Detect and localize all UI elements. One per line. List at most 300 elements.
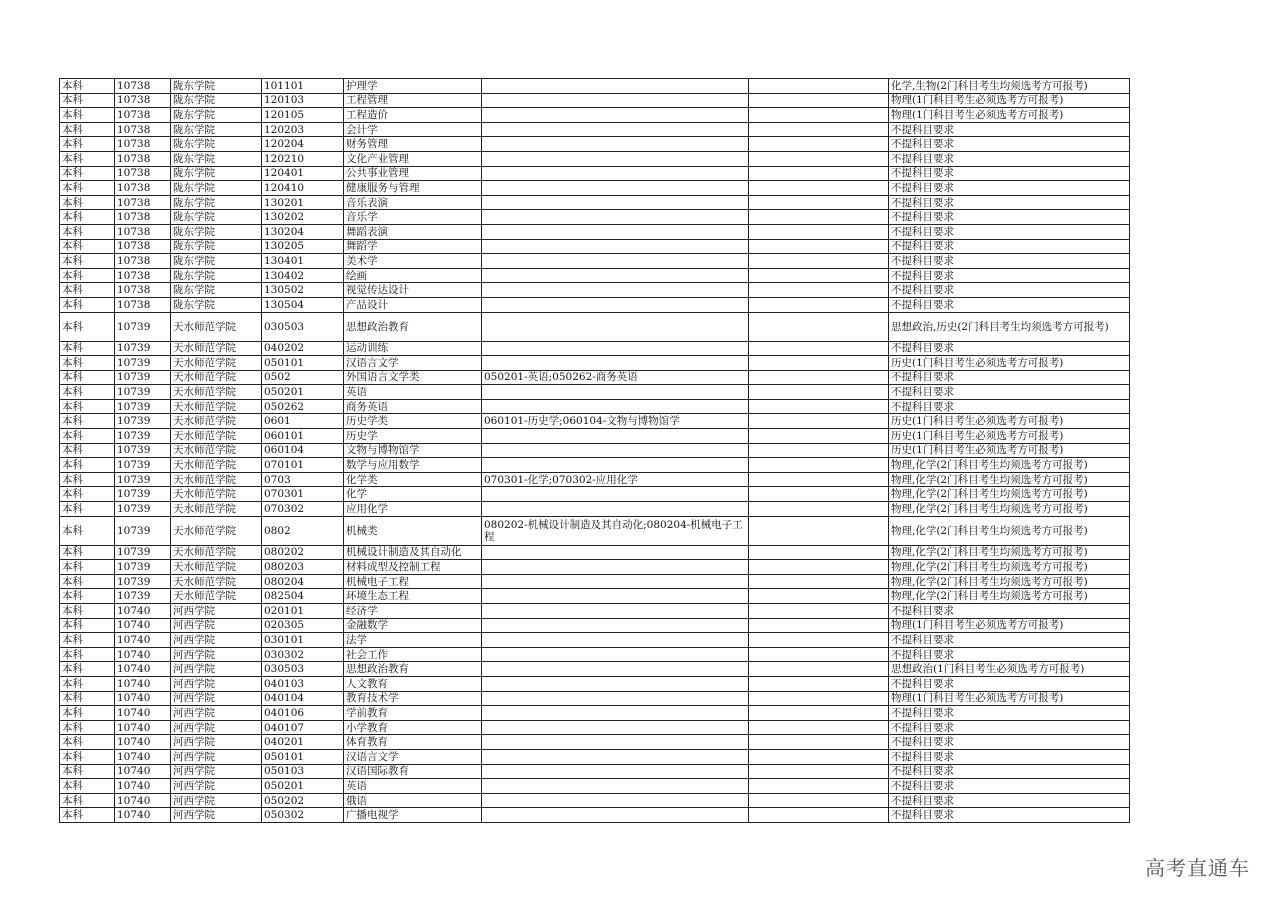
included-majors-cell — [482, 545, 749, 560]
subject-requirement-cell: 物理,化学(2门科目考生均须选考方可报考) — [889, 560, 1130, 575]
major-code-cell: 0601 — [262, 414, 344, 429]
school-name-cell: 天水师范学院 — [171, 560, 262, 575]
major-code-cell: 040104 — [262, 691, 344, 706]
school-code-cell: 10738 — [115, 283, 171, 298]
included-majors-cell — [482, 604, 749, 619]
blank-cell — [749, 574, 889, 589]
included-majors-cell — [482, 239, 749, 254]
school-code-cell: 10740 — [115, 749, 171, 764]
included-majors-cell — [482, 224, 749, 239]
table-row — [60, 720, 1130, 735]
school-code-cell: 10740 — [115, 735, 171, 750]
blank-cell — [749, 487, 889, 502]
watermark-text: 高考直通车 — [1145, 856, 1250, 880]
major-code-cell: 130402 — [262, 268, 344, 283]
major-code-cell: 030101 — [262, 633, 344, 648]
subject-requirement-cell: 物理(1门科目考生必须选考方可报考) — [889, 618, 1130, 633]
school-code-cell: 10738 — [115, 166, 171, 181]
major-code-cell: 030503 — [262, 312, 344, 341]
major-name-cell: 公共事业管理 — [344, 166, 482, 181]
subject-requirement-cell: 历史(1门科目考生必须选考方可报考) — [889, 443, 1130, 458]
school-name-cell: 天水师范学院 — [171, 356, 262, 371]
school-name-cell: 河西学院 — [171, 793, 262, 808]
table-row — [60, 151, 1130, 166]
blank-cell — [749, 793, 889, 808]
school-code-cell: 10739 — [115, 487, 171, 502]
major-name-cell: 文物与博物馆学 — [344, 443, 482, 458]
included-majors-cell — [482, 706, 749, 721]
subject-requirement-cell: 物理,化学(2门科目考生均须选考方可报考) — [889, 516, 1130, 545]
school-code-cell: 10738 — [115, 122, 171, 137]
school-name-cell: 陇东学院 — [171, 93, 262, 108]
blank-cell — [749, 618, 889, 633]
major-name-cell: 运动训练 — [344, 341, 482, 356]
subject-requirement-cell: 不提科目要求 — [889, 764, 1130, 779]
major-code-cell: 030503 — [262, 662, 344, 677]
subject-requirement-cell: 不提科目要求 — [889, 239, 1130, 254]
level-cell: 本科 — [60, 662, 115, 677]
blank-cell — [749, 297, 889, 312]
major-name-cell: 英语 — [344, 779, 482, 794]
school-name-cell: 河西学院 — [171, 706, 262, 721]
level-cell: 本科 — [60, 764, 115, 779]
school-code-cell: 10739 — [115, 516, 171, 545]
included-majors-cell — [482, 793, 749, 808]
level-cell: 本科 — [60, 574, 115, 589]
table-row — [60, 560, 1130, 575]
school-name-cell: 天水师范学院 — [171, 502, 262, 517]
level-cell: 本科 — [60, 589, 115, 604]
table-row — [60, 93, 1130, 108]
subject-requirement-cell: 不提科目要求 — [889, 399, 1130, 414]
major-code-cell: 040107 — [262, 720, 344, 735]
included-majors-cell — [482, 385, 749, 400]
table-row — [60, 443, 1130, 458]
school-name-cell: 天水师范学院 — [171, 341, 262, 356]
major-name-cell: 体育教育 — [344, 735, 482, 750]
major-code-cell: 050101 — [262, 749, 344, 764]
table-row — [60, 472, 1130, 487]
table-row — [60, 297, 1130, 312]
subject-requirement-cell: 历史(1门科目考生必须选考方可报考) — [889, 429, 1130, 444]
subject-requirement-cell: 不提科目要求 — [889, 720, 1130, 735]
level-cell: 本科 — [60, 749, 115, 764]
major-name-cell: 学前教育 — [344, 706, 482, 721]
major-code-cell: 050262 — [262, 399, 344, 414]
level-cell: 本科 — [60, 79, 115, 94]
blank-cell — [749, 604, 889, 619]
table-row — [60, 181, 1130, 196]
blank-cell — [749, 429, 889, 444]
blank-cell — [749, 399, 889, 414]
table-row — [60, 283, 1130, 298]
major-code-cell: 020101 — [262, 604, 344, 619]
included-majors-cell — [482, 122, 749, 137]
major-code-cell: 070301 — [262, 487, 344, 502]
major-name-cell: 人文教育 — [344, 676, 482, 691]
subject-requirement-cell: 历史(1门科目考生必须选考方可报考) — [889, 414, 1130, 429]
included-majors-cell — [482, 633, 749, 648]
major-code-cell: 101101 — [262, 79, 344, 94]
table-row — [60, 341, 1130, 356]
school-code-cell: 10739 — [115, 399, 171, 414]
school-code-cell: 10739 — [115, 312, 171, 341]
school-code-cell: 10740 — [115, 647, 171, 662]
included-majors-cell — [482, 181, 749, 196]
subject-requirement-cell: 物理(1门科目考生必须选考方可报考) — [889, 691, 1130, 706]
included-majors-cell — [482, 443, 749, 458]
subject-requirement-cell: 不提科目要求 — [889, 224, 1130, 239]
major-name-cell: 小学教育 — [344, 720, 482, 735]
subject-requirement-cell: 不提科目要求 — [889, 370, 1130, 385]
level-cell: 本科 — [60, 151, 115, 166]
major-code-cell: 120401 — [262, 166, 344, 181]
level-cell: 本科 — [60, 545, 115, 560]
major-code-cell: 030302 — [262, 647, 344, 662]
table-row — [60, 166, 1130, 181]
table-row — [60, 808, 1130, 823]
major-name-cell: 化学 — [344, 487, 482, 502]
major-name-cell: 历史学类 — [344, 414, 482, 429]
level-cell: 本科 — [60, 516, 115, 545]
major-name-cell: 汉语言文学 — [344, 749, 482, 764]
included-majors-cell — [482, 720, 749, 735]
school-name-cell: 天水师范学院 — [171, 487, 262, 502]
subject-requirement-cell: 物理,化学(2门科目考生均须选考方可报考) — [889, 487, 1130, 502]
subject-requirement-cell: 物理,化学(2门科目考生均须选考方可报考) — [889, 502, 1130, 517]
major-name-cell: 法学 — [344, 633, 482, 648]
subject-requirement-cell: 思想政治(1门科目考生必须选考方可报考) — [889, 662, 1130, 677]
major-code-cell: 130202 — [262, 210, 344, 225]
major-name-cell: 产品设计 — [344, 297, 482, 312]
major-code-cell: 080204 — [262, 574, 344, 589]
blank-cell — [749, 720, 889, 735]
school-code-cell: 10738 — [115, 151, 171, 166]
school-name-cell: 天水师范学院 — [171, 312, 262, 341]
subject-requirement-cell: 物理,化学(2门科目考生均须选考方可报考) — [889, 458, 1130, 473]
level-cell: 本科 — [60, 283, 115, 298]
major-name-cell: 数学与应用数学 — [344, 458, 482, 473]
subject-requirement-cell: 不提科目要求 — [889, 166, 1130, 181]
major-name-cell: 机械类 — [344, 516, 482, 545]
table-row — [60, 195, 1130, 210]
blank-cell — [749, 516, 889, 545]
major-code-cell: 120210 — [262, 151, 344, 166]
major-code-cell: 050201 — [262, 385, 344, 400]
school-name-cell: 天水师范学院 — [171, 429, 262, 444]
subject-requirement-cell: 物理(1门科目考生必须选考方可报考) — [889, 93, 1130, 108]
blank-cell — [749, 779, 889, 794]
major-code-cell: 020305 — [262, 618, 344, 633]
level-cell: 本科 — [60, 443, 115, 458]
blank-cell — [749, 195, 889, 210]
school-name-cell: 天水师范学院 — [171, 545, 262, 560]
major-code-cell: 070302 — [262, 502, 344, 517]
table-row — [60, 779, 1130, 794]
school-name-cell: 陇东学院 — [171, 297, 262, 312]
major-name-cell: 思想政治教育 — [344, 662, 482, 677]
level-cell: 本科 — [60, 181, 115, 196]
table-row — [60, 108, 1130, 123]
table-row — [60, 604, 1130, 619]
school-code-cell: 10738 — [115, 239, 171, 254]
included-majors-cell — [482, 487, 749, 502]
included-majors-cell — [482, 268, 749, 283]
major-code-cell: 120410 — [262, 181, 344, 196]
school-name-cell: 河西学院 — [171, 735, 262, 750]
school-name-cell: 陇东学院 — [171, 108, 262, 123]
table-row — [60, 633, 1130, 648]
major-code-cell: 040103 — [262, 676, 344, 691]
blank-cell — [749, 181, 889, 196]
blank-cell — [749, 210, 889, 225]
school-code-cell: 10738 — [115, 195, 171, 210]
school-code-cell: 10739 — [115, 472, 171, 487]
blank-cell — [749, 385, 889, 400]
school-name-cell: 陇东学院 — [171, 122, 262, 137]
major-name-cell: 思想政治教育 — [344, 312, 482, 341]
level-cell: 本科 — [60, 195, 115, 210]
school-code-cell: 10740 — [115, 662, 171, 677]
included-majors-cell: 050201-英语;050262-商务英语 — [482, 370, 749, 385]
blank-cell — [749, 283, 889, 298]
subject-requirement-cell: 不提科目要求 — [889, 779, 1130, 794]
school-name-cell: 天水师范学院 — [171, 443, 262, 458]
table-row — [60, 764, 1130, 779]
major-name-cell: 汉语言文学 — [344, 356, 482, 371]
school-name-cell: 河西学院 — [171, 604, 262, 619]
school-name-cell: 天水师范学院 — [171, 399, 262, 414]
subject-requirement-cell: 历史(1门科目考生必须选考方可报考) — [889, 356, 1130, 371]
level-cell: 本科 — [60, 370, 115, 385]
blank-cell — [749, 443, 889, 458]
level-cell: 本科 — [60, 691, 115, 706]
school-name-cell: 天水师范学院 — [171, 472, 262, 487]
included-majors-cell — [482, 618, 749, 633]
major-name-cell: 应用化学 — [344, 502, 482, 517]
subject-requirement-cell: 不提科目要求 — [889, 735, 1130, 750]
level-cell: 本科 — [60, 618, 115, 633]
major-code-cell: 130401 — [262, 254, 344, 269]
level-cell: 本科 — [60, 254, 115, 269]
school-code-cell: 10738 — [115, 210, 171, 225]
included-majors-cell — [482, 574, 749, 589]
blank-cell — [749, 166, 889, 181]
included-majors-cell — [482, 662, 749, 677]
major-name-cell: 教育技术学 — [344, 691, 482, 706]
major-code-cell: 082504 — [262, 589, 344, 604]
subject-requirement-cell: 思想政治,历史(2门科目考生均须选考方可报考) — [889, 312, 1130, 341]
major-name-cell: 财务管理 — [344, 137, 482, 152]
blank-cell — [749, 691, 889, 706]
school-code-cell: 10739 — [115, 443, 171, 458]
major-name-cell: 文化产业管理 — [344, 151, 482, 166]
blank-cell — [749, 79, 889, 94]
school-code-cell: 10740 — [115, 691, 171, 706]
blank-cell — [749, 268, 889, 283]
included-majors-cell — [482, 210, 749, 225]
level-cell: 本科 — [60, 166, 115, 181]
level-cell: 本科 — [60, 720, 115, 735]
table-row — [60, 516, 1130, 545]
blank-cell — [749, 560, 889, 575]
school-name-cell: 天水师范学院 — [171, 589, 262, 604]
table-row — [60, 254, 1130, 269]
school-code-cell: 10739 — [115, 560, 171, 575]
level-cell: 本科 — [60, 312, 115, 341]
major-name-cell: 英语 — [344, 385, 482, 400]
school-name-cell: 河西学院 — [171, 779, 262, 794]
included-majors-cell — [482, 589, 749, 604]
blank-cell — [749, 735, 889, 750]
school-name-cell: 河西学院 — [171, 749, 262, 764]
included-majors-cell — [482, 151, 749, 166]
major-code-cell: 050302 — [262, 808, 344, 823]
school-code-cell: 10738 — [115, 254, 171, 269]
school-name-cell: 河西学院 — [171, 764, 262, 779]
school-name-cell: 陇东学院 — [171, 268, 262, 283]
school-name-cell: 河西学院 — [171, 633, 262, 648]
blank-cell — [749, 254, 889, 269]
school-name-cell: 河西学院 — [171, 662, 262, 677]
included-majors-cell — [482, 458, 749, 473]
table-row — [60, 589, 1130, 604]
school-code-cell: 10738 — [115, 268, 171, 283]
included-majors-cell — [482, 93, 749, 108]
included-majors-cell — [482, 808, 749, 823]
subject-requirement-cell: 不提科目要求 — [889, 181, 1130, 196]
school-name-cell: 陇东学院 — [171, 283, 262, 298]
blank-cell — [749, 545, 889, 560]
included-majors-cell — [482, 166, 749, 181]
table-row — [60, 749, 1130, 764]
school-name-cell: 陇东学院 — [171, 79, 262, 94]
subject-requirement-cell: 物理,化学(2门科目考生均须选考方可报考) — [889, 472, 1130, 487]
major-code-cell: 040202 — [262, 341, 344, 356]
level-cell: 本科 — [60, 604, 115, 619]
major-name-cell: 汉语国际教育 — [344, 764, 482, 779]
level-cell: 本科 — [60, 108, 115, 123]
school-code-cell: 10738 — [115, 137, 171, 152]
level-cell: 本科 — [60, 137, 115, 152]
major-code-cell: 050103 — [262, 764, 344, 779]
school-code-cell: 10739 — [115, 385, 171, 400]
blank-cell — [749, 312, 889, 341]
included-majors-cell — [482, 676, 749, 691]
level-cell: 本科 — [60, 487, 115, 502]
blank-cell — [749, 370, 889, 385]
table-row — [60, 312, 1130, 341]
included-majors-cell — [482, 735, 749, 750]
major-code-cell: 130502 — [262, 283, 344, 298]
included-majors-cell — [482, 297, 749, 312]
subject-requirement-cell: 不提科目要求 — [889, 195, 1130, 210]
included-majors-cell — [482, 749, 749, 764]
school-code-cell: 10738 — [115, 79, 171, 94]
subject-requirement-cell: 不提科目要求 — [889, 706, 1130, 721]
subject-requirement-cell: 不提科目要求 — [889, 254, 1130, 269]
major-code-cell: 060104 — [262, 443, 344, 458]
major-code-cell: 120105 — [262, 108, 344, 123]
school-code-cell: 10740 — [115, 676, 171, 691]
major-name-cell: 工程造价 — [344, 108, 482, 123]
table-row — [60, 691, 1130, 706]
included-majors-cell: 060101-历史学;060104-文物与博物馆学 — [482, 414, 749, 429]
major-name-cell: 化学类 — [344, 472, 482, 487]
blank-cell — [749, 764, 889, 779]
included-majors-cell — [482, 341, 749, 356]
major-name-cell: 美术学 — [344, 254, 482, 269]
included-majors-cell: 080202-机械设计制造及其自动化;080204-机械电子工程 — [482, 516, 749, 545]
level-cell: 本科 — [60, 472, 115, 487]
major-name-cell: 护理学 — [344, 79, 482, 94]
included-majors-cell — [482, 108, 749, 123]
major-code-cell: 120103 — [262, 93, 344, 108]
included-majors-cell: 070301-化学;070302-应用化学 — [482, 472, 749, 487]
table-row — [60, 79, 1130, 94]
school-code-cell: 10739 — [115, 458, 171, 473]
included-majors-cell — [482, 312, 749, 341]
major-code-cell: 130504 — [262, 297, 344, 312]
school-name-cell: 陇东学院 — [171, 151, 262, 166]
subject-requirement-cell: 物理(1门科目考生必须选考方可报考) — [889, 108, 1130, 123]
subject-requirement-cell: 不提科目要求 — [889, 210, 1130, 225]
major-name-cell: 经济学 — [344, 604, 482, 619]
level-cell: 本科 — [60, 429, 115, 444]
subject-requirement-cell: 不提科目要求 — [889, 676, 1130, 691]
table-row — [60, 385, 1130, 400]
level-cell: 本科 — [60, 341, 115, 356]
blank-cell — [749, 341, 889, 356]
major-name-cell: 广播电视学 — [344, 808, 482, 823]
subject-requirement-cell: 不提科目要求 — [889, 268, 1130, 283]
blank-cell — [749, 502, 889, 517]
subject-requirement-cell: 不提科目要求 — [889, 604, 1130, 619]
level-cell: 本科 — [60, 735, 115, 750]
school-name-cell: 陇东学院 — [171, 166, 262, 181]
level-cell: 本科 — [60, 458, 115, 473]
table-row — [60, 458, 1130, 473]
school-code-cell: 10738 — [115, 93, 171, 108]
school-code-cell: 10739 — [115, 356, 171, 371]
table-row — [60, 122, 1130, 137]
school-name-cell: 河西学院 — [171, 720, 262, 735]
included-majors-cell — [482, 764, 749, 779]
table-row — [60, 210, 1130, 225]
school-name-cell: 天水师范学院 — [171, 385, 262, 400]
major-name-cell: 视觉传达设计 — [344, 283, 482, 298]
major-name-cell: 舞蹈学 — [344, 239, 482, 254]
school-code-cell: 10740 — [115, 764, 171, 779]
major-name-cell: 音乐表演 — [344, 195, 482, 210]
major-code-cell: 130204 — [262, 224, 344, 239]
table-row — [60, 268, 1130, 283]
school-name-cell: 天水师范学院 — [171, 458, 262, 473]
major-code-cell: 080203 — [262, 560, 344, 575]
blank-cell — [749, 676, 889, 691]
school-code-cell: 10740 — [115, 793, 171, 808]
subject-requirement-cell: 不提科目要求 — [889, 122, 1130, 137]
major-code-cell: 050201 — [262, 779, 344, 794]
subject-requirement-cell: 化学,生物(2门科目考生均须选考方可报考) — [889, 79, 1130, 94]
school-name-cell: 天水师范学院 — [171, 574, 262, 589]
blank-cell — [749, 414, 889, 429]
table-row — [60, 399, 1130, 414]
school-name-cell: 河西学院 — [171, 676, 262, 691]
blank-cell — [749, 472, 889, 487]
included-majors-cell — [482, 647, 749, 662]
table-row — [60, 224, 1130, 239]
